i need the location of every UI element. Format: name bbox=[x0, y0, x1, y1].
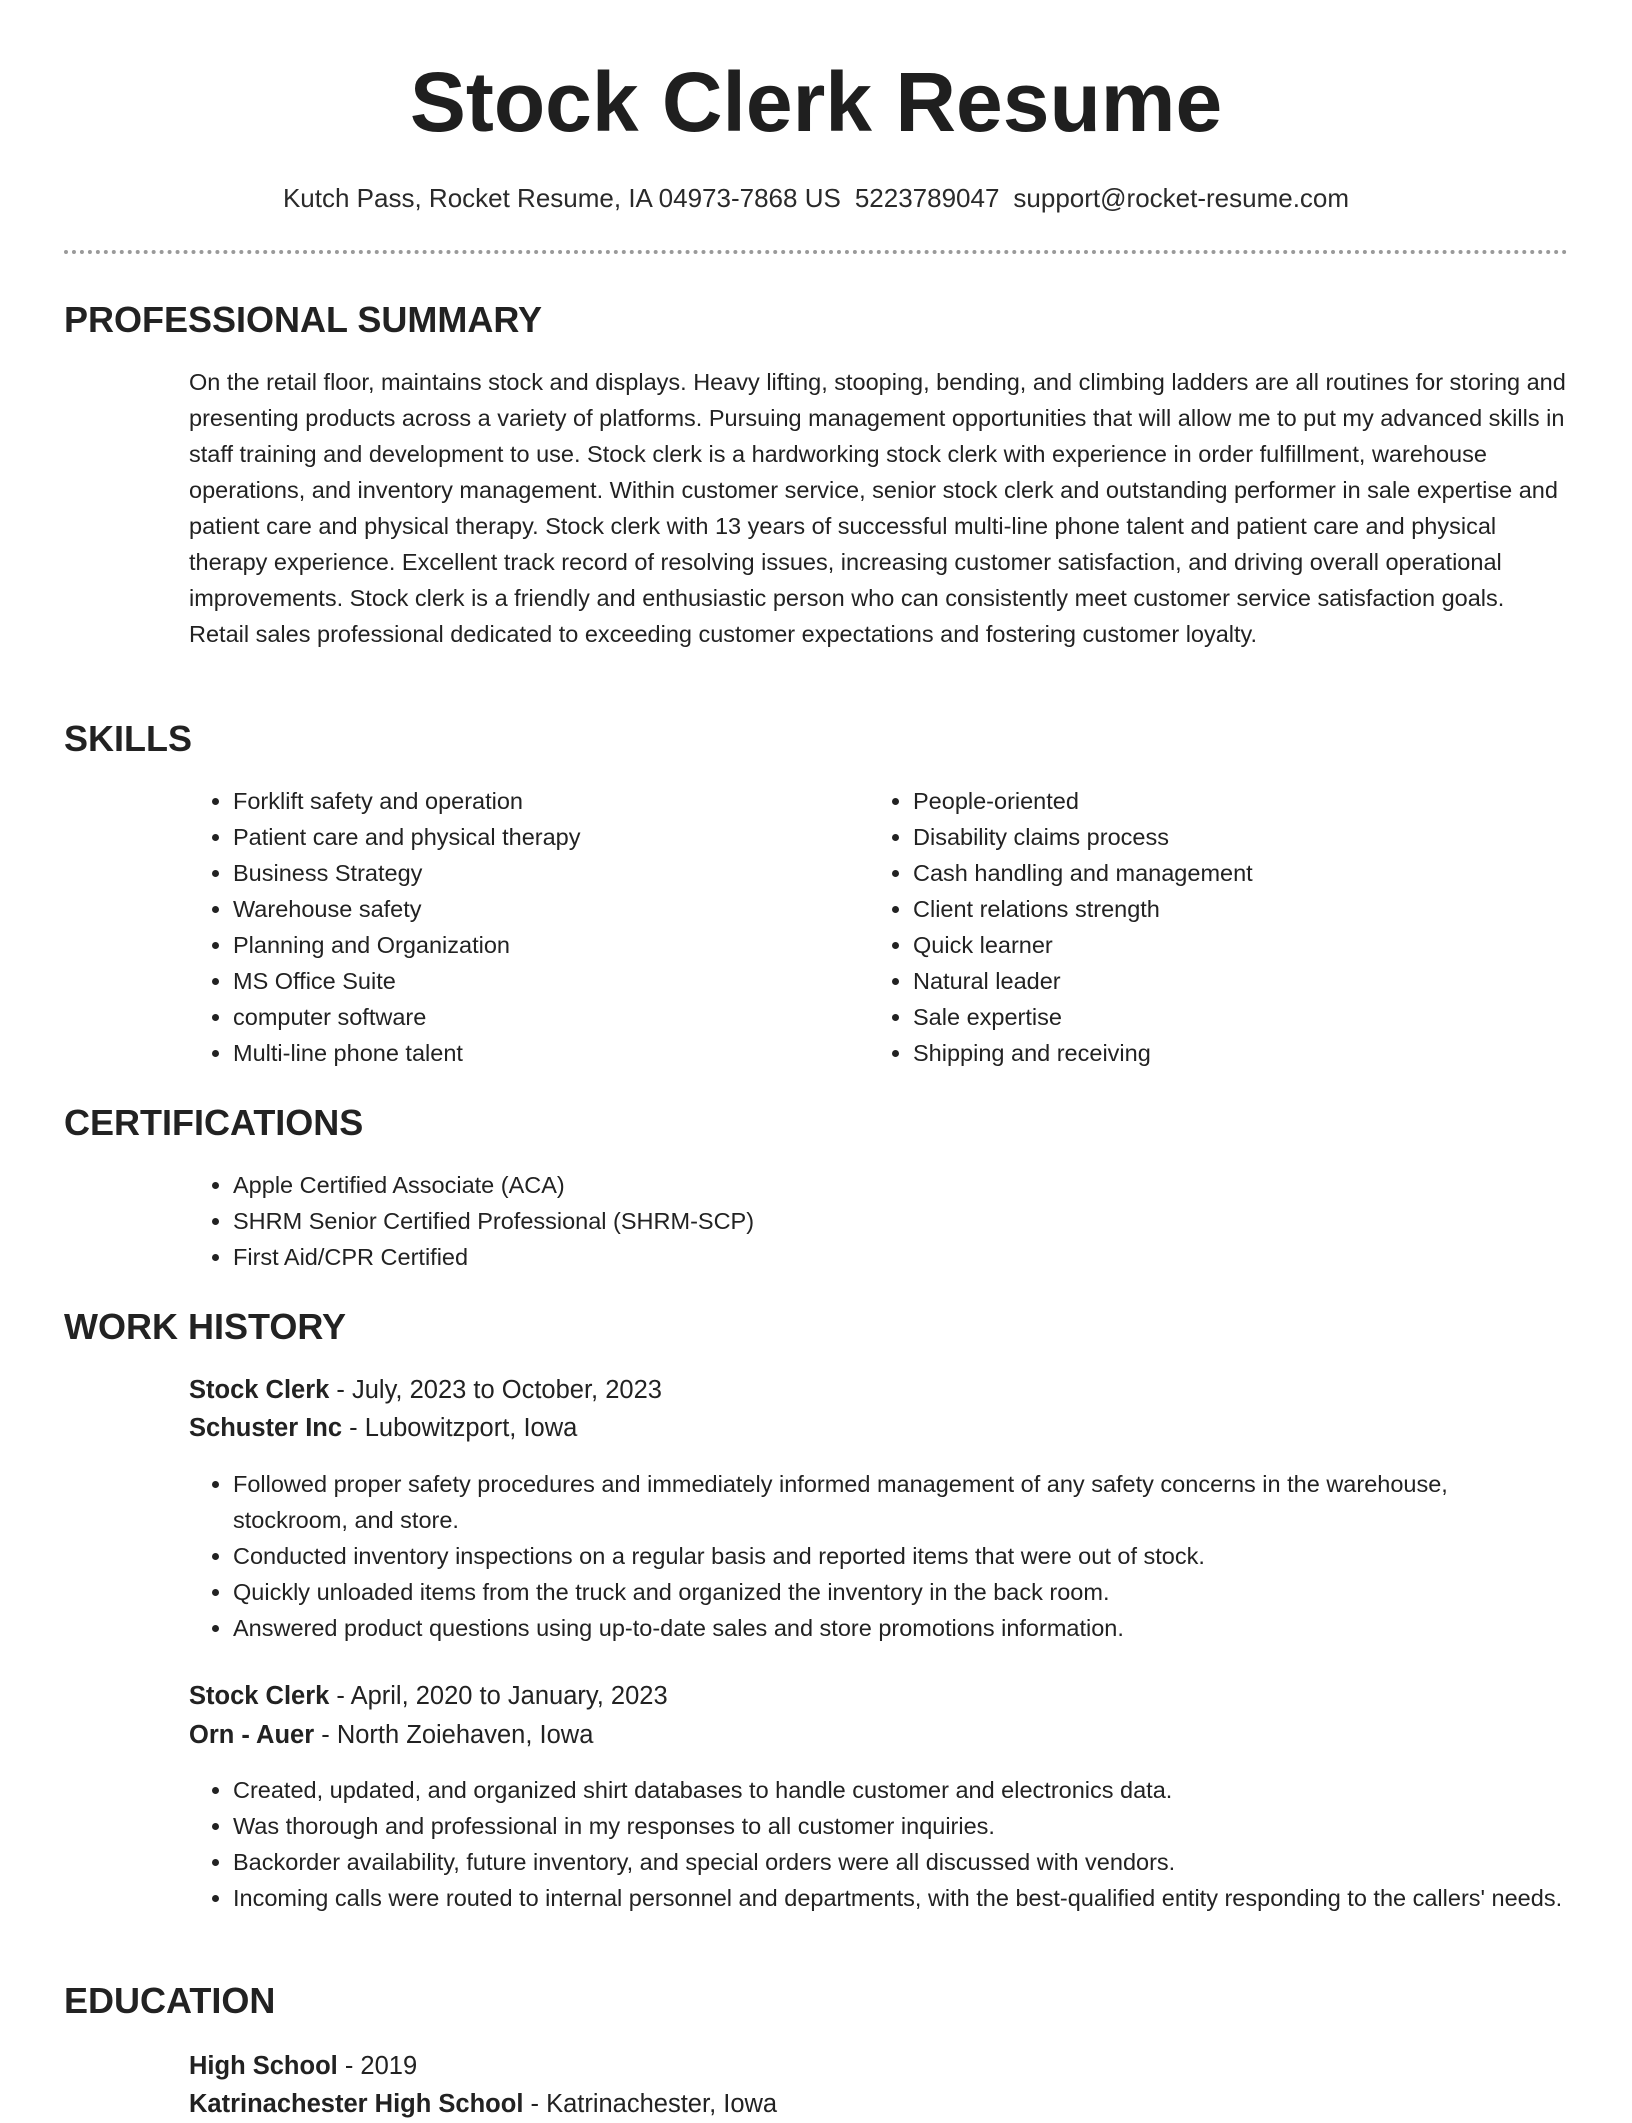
summary-heading: PROFESSIONAL SUMMARY bbox=[64, 299, 543, 340]
contact-address: Kutch Pass, Rocket Resume, IA 04973-7868 US bbox=[282, 183, 841, 213]
skills-heading: SKILLS bbox=[64, 718, 193, 759]
skill-item: • Client relations strength bbox=[913, 891, 1533, 927]
summary-text: On the retail floor, maintains stock and displays. Heavy lifting, stooping, bending, and climbing ladders are all routines for storing and presenting products across a variety of platforms. Pursuing management opportunities that will allow me to put my advanced skills in staff training and development to use. Stock clerk is a hardworking stock clerk with experience in order fulfillment, warehouse operations, and inventory management. Within customer service, senior stock clerk and outstanding performer in sale expertise and patient care and physical therapy. Stock clerk with 13 years of successful multi-line phone talent and patient care and physical therapy experience. Excellent track record of resolving issues, increasing customer satisfaction, and driving overall operational improvements. Stock clerk is a friendly and enthusiastic person who can consistently meet customer service satisfaction goals. Retail sales professional dedicated to exceeding customer expectations and fostering customer loyalty. bbox=[189, 369, 1566, 647]
job-1-title-line bbox=[189, 1371, 662, 1409]
skill-item: • Patient care and physical therapy bbox=[233, 819, 853, 855]
job-dates: - April, 2020 to January, 2023 bbox=[329, 1682, 668, 1710]
duty-item: • Created, updated, and organized shirt databases to handle customer and electronics data. bbox=[233, 1772, 1611, 1808]
resume-title: Stock Clerk Resume bbox=[409, 55, 1223, 149]
duty-item: • Backorder availability, future inventory, and special orders were all discussed with vendors. bbox=[233, 1844, 1611, 1880]
header-divider bbox=[64, 250, 1568, 254]
education-degree-line bbox=[189, 2047, 417, 2085]
job-title: Stock Clerk bbox=[189, 1376, 330, 1404]
skill-item: • Planning and Organization bbox=[233, 927, 853, 963]
certification-item: • Apple Certified Associate (ACA) bbox=[233, 1167, 1567, 1203]
duty-item: • Quickly unloaded items from the truck and organized the inventory in the back room. bbox=[233, 1574, 1567, 1610]
job-title: Stock Clerk bbox=[189, 1682, 330, 1710]
education-degree: High School bbox=[189, 2052, 338, 2080]
skills-list-left bbox=[189, 783, 853, 1071]
job-1-company-line bbox=[189, 1409, 577, 1447]
skill-item: • Cash handling and management bbox=[913, 855, 1533, 891]
skill-item: • Shipping and receiving bbox=[913, 1035, 1533, 1071]
skill-item: • Forklift safety and operation bbox=[233, 783, 853, 819]
duty-item: • Was thorough and professional in my responses to all customer inquiries. bbox=[233, 1808, 1611, 1844]
education-year: - 2019 bbox=[337, 2052, 418, 2080]
skill-item: • Natural leader bbox=[913, 963, 1533, 999]
duty-item: • Conducted inventory inspections on a regular basis and reported items that were out of stock. bbox=[233, 1538, 1567, 1574]
skill-item: • Business Strategy bbox=[233, 855, 853, 891]
skills-list-right bbox=[869, 783, 1533, 1071]
job-2-company-line bbox=[189, 1716, 593, 1754]
duty-item: • Incoming calls were routed to internal personnel and departments, with the best-qualified entity responding to the callers' needs. bbox=[233, 1880, 1611, 1916]
job-company: Orn - Auer bbox=[189, 1721, 315, 1749]
job-location: - Lubowitzport, Iowa bbox=[342, 1414, 578, 1442]
contact-phone: 5223789047 bbox=[854, 183, 1000, 213]
skill-item: • Quick learner bbox=[913, 927, 1533, 963]
certifications-list bbox=[189, 1167, 1567, 1275]
work-history-heading: WORK HISTORY bbox=[64, 1306, 347, 1347]
skill-item: • People-oriented bbox=[913, 783, 1533, 819]
job-location: - North Zoiehaven, Iowa bbox=[314, 1721, 594, 1749]
skill-item: • MS Office Suite bbox=[233, 963, 853, 999]
education-school: Katrinachester High School bbox=[189, 2090, 524, 2118]
education-school-line bbox=[189, 2085, 777, 2123]
contact-email: support@rocket-resume.com bbox=[1013, 183, 1350, 213]
job-2-duties bbox=[189, 1772, 1611, 1916]
skill-item: • computer software bbox=[233, 999, 853, 1035]
education-location: - Katrinachester, Iowa bbox=[523, 2090, 778, 2118]
certification-item: • First Aid/CPR Certified bbox=[233, 1239, 1567, 1275]
skill-item: • Disability claims process bbox=[913, 819, 1533, 855]
job-2-title-line bbox=[189, 1677, 668, 1715]
certifications-heading: CERTIFICATIONS bbox=[64, 1102, 364, 1143]
duty-item: • Followed proper safety procedures and immediately informed management of any safety concerns in the warehouse, stockroom, and store. bbox=[233, 1466, 1567, 1538]
duty-item: • Answered product questions using up-to-date sales and store promotions information. bbox=[233, 1610, 1567, 1646]
certification-item: • SHRM Senior Certified Professional (SHRM-SCP) bbox=[233, 1203, 1567, 1239]
skill-item: • Sale expertise bbox=[913, 999, 1533, 1035]
skill-item: • Multi-line phone talent bbox=[233, 1035, 853, 1071]
contact-line bbox=[0, 180, 1632, 216]
skill-item: • Warehouse safety bbox=[233, 891, 853, 927]
education-heading: EDUCATION bbox=[64, 1980, 276, 2021]
job-dates: - July, 2023 to October, 2023 bbox=[329, 1376, 662, 1404]
job-company: Schuster Inc bbox=[189, 1414, 343, 1442]
job-1-duties bbox=[189, 1466, 1567, 1646]
